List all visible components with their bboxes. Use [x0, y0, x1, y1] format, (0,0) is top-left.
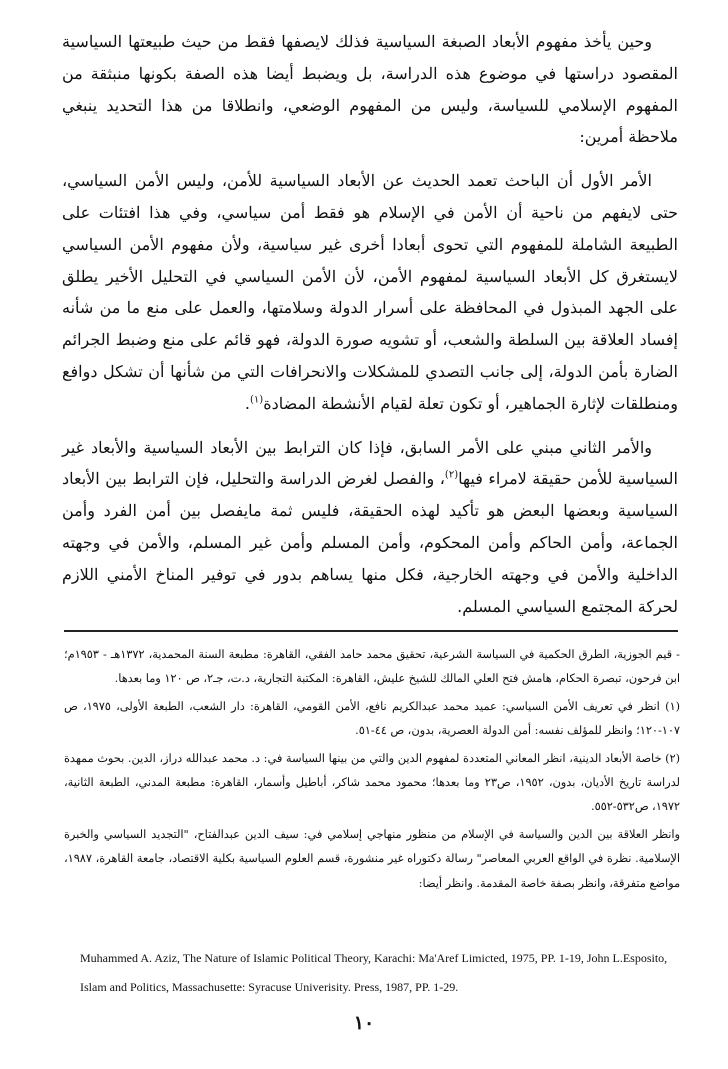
footnote-1: (١) انظر في تعريف الأمن السياسي: عميد محمد عبدالكريم نافع، الأمن القومي، القاهرة: دار الشعب، الطبعة الأولى، ١٩٧٥، ص ١٠٧-١٢٠؛ وانظر للمؤلف نفسه: أمن الدولة العصرية، بدون، ص ٤٤-٥١. [64, 699, 680, 738]
paragraph-first-matter [62, 165, 678, 419]
english-references [80, 944, 680, 1002]
footnote-2-continued: وانظر العلاقة بين الدين والسياسة في الإسلام من منظور منهاجي إسلامي في: سيف الدين عبدالفتاح، "التجديد السياسي والخبرة الإسلامية. نظرة في الواقع العربي المعاصر" رسالة دكتوراه غير منشورة، قسم العلوم السياسية بكلية الاقتصاد، جامعة القاهرة، ١٩٨٧، مواضع متفرقة، وانظر بصفة خاصة المقدمة. وانظر أيضا: [64, 827, 680, 890]
paragraph-tail: ، والفصل لغرض الدراسة والتحليل، فإن الترابط بين الأبعاد السياسية وبعضها البعض هو تأكيد لهذه الحقيقة، فليس ثمة مايفصل بين أمن الفرد وأمن الجماعة، وأمن الحاكم وأمن المحكوم، وأمن المسلم وأمن غير المسلم، والأمن في وجهته الداخلية والأمن في وجهته الخارجية، فكل منها يساهم بدور في توفير المناخ الأمني اللازم لحركة المجتمع السياسي المسلم. [62, 469, 678, 616]
footnote-ref-1[interactable]: (١) [250, 394, 264, 406]
paragraph-intro [62, 26, 678, 153]
footnotes [64, 643, 680, 899]
paragraph-tail: . [244, 393, 251, 413]
footnote-ref-2[interactable]: (٢) [444, 470, 459, 482]
page-number: ١٠ [353, 1012, 375, 1034]
paragraph-second-matter [62, 432, 678, 623]
paragraph-text: الأمر الأول أن الباحث تعمد الحديث عن الأبعاد السياسية للأمن، وليس الأمن السياسي، حتى لايفهم من ناحية أن الأمن في الإسلام هو فقط أمن سياسي، وفي هذا افتئات على الطبيعة الشاملة للمفهوم التي تحوى أبعادا أخرى غير سياسية، ولأن مفهوم الأمن السياسي لايستغرق كل الأبعاد السياسية لمفهوم الأمن، لأن الأمن السياسي في التحليل الأخير يطلق على الجهد المبذول في المحافظة على أسرار الدولة وسلامتها، والعمل على منع ما من شأنه إفساد العلاقة بين السلطة والشعب، أو تشويه صورة الدولة، فهو قائم على منع وضبط الجرائم الضارة بأمن الدولة، إلى جانب التصدي للمشكلات والانحرافات التي من شأنها أن تشكل دوافع ومنطلقات لإثارة الجماهير، أو تكون تعلة لقيام الأنشطة المضادة [62, 171, 679, 413]
footnote-continued: - قيم الجوزية، الطرق الحكمية في السياسة الشرعية، تحقيق محمد حامد الفقي، القاهرة: مطبعة السنة المحمدية، ١٣٧٢هـ - ١٩٥٣م؛ ابن فرحون، تبصرة الحكام، هامش فتح العلي المالك للشيخ عليش، القاهرة: المكتبة التجارية، د.ت، جـ٢، ص ١٢٠ وما بعدها. [64, 648, 680, 686]
body-text [62, 26, 678, 622]
paragraph-text: وحين يأخذ مفهوم الأبعاد الصبغة السياسية فذلك لايصفها فقط من حيث طبيعتها السياسية المقصود دراستها في موضوع هذه الدراسة، بل ويضبط أيضا هذه الصفة بكونها منبثقة من المفهوم الإسلامي للسياسة، وليس من المفهوم الوضعي، وانطلاقا من هذا التحديد ينبغي ملاحظة أمرين: [62, 32, 678, 147]
reference-text: Muhammed A. Aziz, The Nature of Islamic Political Theory, Karachi: Ma'Aref Limicted, 1975, PP. 1-19, John L.Esposito, Islam and Politics, Massachusette: Syracuse Univerisity. Press, 1987, PP. 1-29. [80, 951, 668, 994]
footnote-2: (٢) خاصة الأبعاد الدينية، انظر المعاني المتعددة لمفهوم الدين والتي من بينها السياسة في: د. محمد عبدالله دراز، الدين. بحوث ممهدة لدراسة تاريخ الأديان، بدون، ١٩٥٢، ص٢٣ وما بعدها؛ محمود محمد شاكر، أباطيل وأسمار، القاهرة: مطبعة المدني، الطبعة الثانية، ١٩٧٢، ص٥٣٢-٥٥٢. [64, 751, 680, 814]
paragraph-text: والأمر الثاني مبني على الأمر السابق، فإذا كان الترابط بين الأبعاد السياسية والأبعاد غير السياسية للأمن حقيقة لامراء فيها [62, 437, 679, 489]
footnote-divider [64, 630, 678, 632]
